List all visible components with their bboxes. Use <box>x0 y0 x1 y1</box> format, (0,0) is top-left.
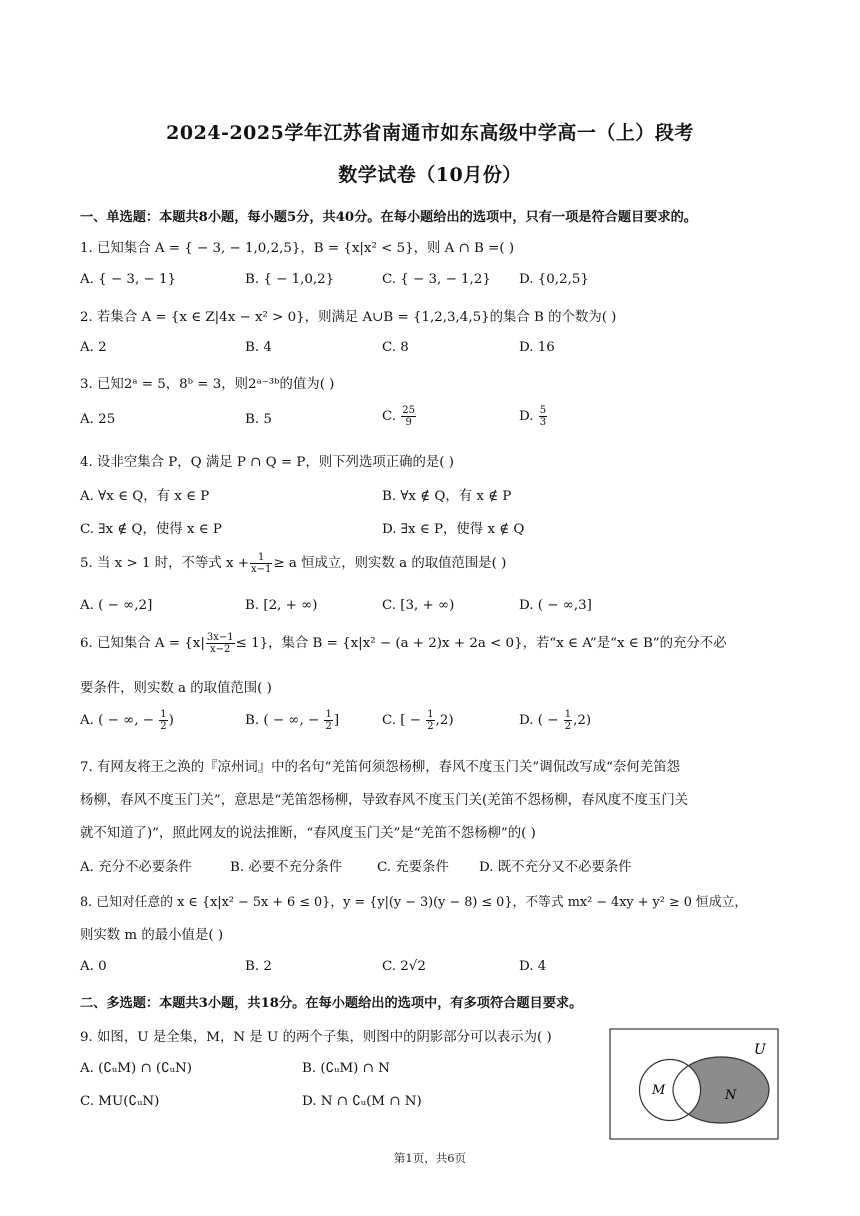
question-9-stem: 9. 如图，U 是全集，M，N 是 U 的两个子集，则图中的阴影部分可以表示为( ) <box>80 1030 552 1045</box>
question-8-option-b: B. 2 <box>245 959 272 974</box>
fraction-denominator: 2 <box>160 721 167 732</box>
question-6-option-d <box>519 709 591 732</box>
option-text: ,2) <box>573 713 592 728</box>
question-7-stem-line2: 杨柳，春风不度玉门关”，意思是“羌笛怨杨柳，导致春风不度玉门关(羌笛不怨杨柳，春风度不度玉门关 <box>80 793 689 808</box>
fraction-denominator: x−1 <box>250 564 272 575</box>
question-1-option-c: C. { − 3, − 1,2} <box>382 272 491 287</box>
fraction-denominator: 2 <box>427 721 434 732</box>
question-7-stem-line1: 7. 有网友将王之涣的『凉州词』中的名句“羌笛何须怨杨柳，春风不度玉门关”调侃改写成“奈何羌笛怨 <box>80 760 680 775</box>
page-footer: 第1页，共6页 <box>393 1151 467 1165</box>
fraction-numerator: 5 <box>539 405 547 416</box>
label-n: N <box>725 1088 737 1103</box>
question-4-option-a: A. ∀x ∈ Q，有 x ∈ P <box>80 489 210 504</box>
question-7-option-d: D. 既不充分又不必要条件 <box>479 860 632 875</box>
option-text: D. ( − <box>519 713 563 728</box>
question-6-option-a <box>80 709 174 732</box>
exam-subtitle: 数学试卷（10月份） <box>338 164 522 186</box>
question-6-option-c <box>382 709 454 732</box>
fraction-denominator: 9 <box>405 417 412 428</box>
question-6-stem <box>80 632 727 655</box>
fraction <box>159 709 167 732</box>
option-text: ) <box>168 713 174 728</box>
fraction <box>250 552 272 575</box>
option-letter: D. <box>519 409 538 424</box>
question-4-option-b: B. ∀x ∉ Q，有 x ∉ P <box>382 489 512 504</box>
question-4-option-c: C. ∃x ∉ Q，使得 x ∈ P <box>80 522 222 537</box>
question-2-stem: 2. 若集合 A = {x ∈ Z|4x − x² > 0}，则满足 A∪B = {1,2,3,4,5}的集合 B 的个数为( ) <box>80 310 617 325</box>
section-heading-single-choice: 一、单选题：本题共8小题，每小题5分，共40分。在每小题给出的选项中，只有一项是符合题目要求的。 <box>80 210 697 225</box>
question-1-option-b: B. { − 1,0,2} <box>245 272 335 287</box>
question-9-option-a: A. (∁ᵤM) ∩ (∁ᵤN) <box>80 1061 192 1076</box>
option-text: ] <box>333 713 340 728</box>
fraction-denominator: x−2 <box>210 644 231 655</box>
question-2-option-b: B. 4 <box>245 340 272 355</box>
stem-text: 6. 已知集合 A = {x| <box>80 636 205 651</box>
question-3-option-b: B. 5 <box>245 412 272 427</box>
question-8-stem-line1: 8. 已知对任意的 x ∈ {x|x² − 5x + 6 ≤ 0}，y = {y|(y − 3)(y − 8) ≤ 0}，不等式 mx² − 4xy + y² ≥ 0 恒成立， <box>80 895 748 910</box>
question-1-option-d: D. {0,2,5} <box>519 272 589 287</box>
question-8-option-c: C. 2√2 <box>382 959 426 974</box>
option-text: ,2) <box>435 713 454 728</box>
fraction-numerator: 25 <box>402 405 416 416</box>
question-7-option-c: C. 充要条件 <box>377 860 449 875</box>
question-7-option-b: B. 必要不充分条件 <box>230 860 343 875</box>
question-9-option-d: D. N ∩ ∁ᵤ(M ∩ N) <box>302 1094 422 1109</box>
venn-diagram <box>609 1028 779 1140</box>
question-3-option-a: A. 25 <box>80 412 116 427</box>
question-1-option-a: A. { − 3, − 1} <box>80 272 176 287</box>
question-8-option-a: A. 0 <box>80 959 107 974</box>
question-6-stem-line2: 要条件，则实数 a 的取值范围( ) <box>80 681 272 696</box>
question-7-option-a: A. 充分不必要条件 <box>80 860 192 875</box>
question-3-option-d <box>519 405 548 428</box>
question-2-option-d: D. 16 <box>519 340 555 355</box>
fraction <box>564 709 572 732</box>
option-text: A. ( − ∞, − <box>80 713 159 728</box>
section-heading-multiple-choice: 二、多选题：本题共3小题，共18分。在每小题给出的选项中，有多项符合题目要求。 <box>80 996 583 1011</box>
question-4-option-d: D. ∃x ∈ P，使得 x ∉ Q <box>382 522 525 537</box>
fraction-denominator: 2 <box>564 721 572 732</box>
question-5-option-c: C. [3, + ∞) <box>382 598 455 613</box>
question-2-option-a: A. 2 <box>80 340 107 355</box>
fraction-numerator: 1 <box>160 709 167 720</box>
question-5-option-a: A. ( − ∞,2] <box>80 598 153 613</box>
stem-text: ≥ a 恒成立，则实数 a 的取值范围是( ) <box>273 556 507 571</box>
fraction <box>206 632 235 655</box>
fraction-numerator: 1 <box>325 709 332 720</box>
label-m: M <box>652 1083 666 1098</box>
question-8-option-d: D. 4 <box>519 959 547 974</box>
option-letter: C. <box>382 409 401 424</box>
label-u: U <box>754 1042 766 1058</box>
fraction <box>324 709 332 732</box>
question-9-option-c: C. MU(∁ᵤN) <box>80 1094 160 1109</box>
question-3-stem: 3. 已知2ᵃ = 5，8ᵇ = 3，则2ᵃ⁻³ᵇ的值为( ) <box>80 377 335 392</box>
question-4-stem: 4. 设非空集合 P，Q 满足 P ∩ Q = P，则下列选项正确的是( ) <box>80 455 454 470</box>
fraction-denominator: 3 <box>539 417 547 428</box>
fraction-numerator: 1 <box>427 709 434 720</box>
fraction-numerator: 1 <box>250 552 272 564</box>
question-5-stem <box>80 552 506 575</box>
question-6-option-b <box>245 709 339 732</box>
question-5-option-b: B. [2, + ∞) <box>245 598 318 613</box>
fraction-numerator: 3x−1 <box>206 632 234 643</box>
fraction-denominator: 2 <box>325 721 332 732</box>
fraction <box>426 709 434 732</box>
question-1-stem: 1. 已知集合 A = { − 3, − 1,0,2,5}，B = {x|x² < 5}，则 A ∩ B =( ) <box>80 241 515 256</box>
exam-title: 2024-2025学年江苏省南通市如东高级中学高一（上）段考 <box>166 122 694 144</box>
question-7-stem-line3: 就不知道了)”，照此网友的说法推断，“春风度玉门关”是“羌笛不怨杨柳”的( ) <box>80 826 536 841</box>
stem-text: ≤ 1}，集合 B = {x|x² − (a + 2)x + 2a < 0}，若“x ∈ A”是“x ∈ B”的充分不必 <box>235 636 727 651</box>
question-8-stem-line2: 则实数 m 的最小值是( ) <box>80 928 224 943</box>
fraction <box>401 405 416 428</box>
option-text: B. ( − ∞, − <box>245 713 324 728</box>
question-3-option-c <box>382 405 417 428</box>
stem-text: 5. 当 x > 1 时，不等式 x + <box>80 556 249 571</box>
option-text: C. [ − <box>382 713 426 728</box>
fraction <box>539 405 547 428</box>
question-2-option-c: C. 8 <box>382 340 409 355</box>
fraction-numerator: 1 <box>564 709 572 720</box>
question-9-option-b: B. (∁ᵤM) ∩ N <box>302 1061 390 1076</box>
question-5-option-d: D. ( − ∞,3] <box>519 598 592 613</box>
